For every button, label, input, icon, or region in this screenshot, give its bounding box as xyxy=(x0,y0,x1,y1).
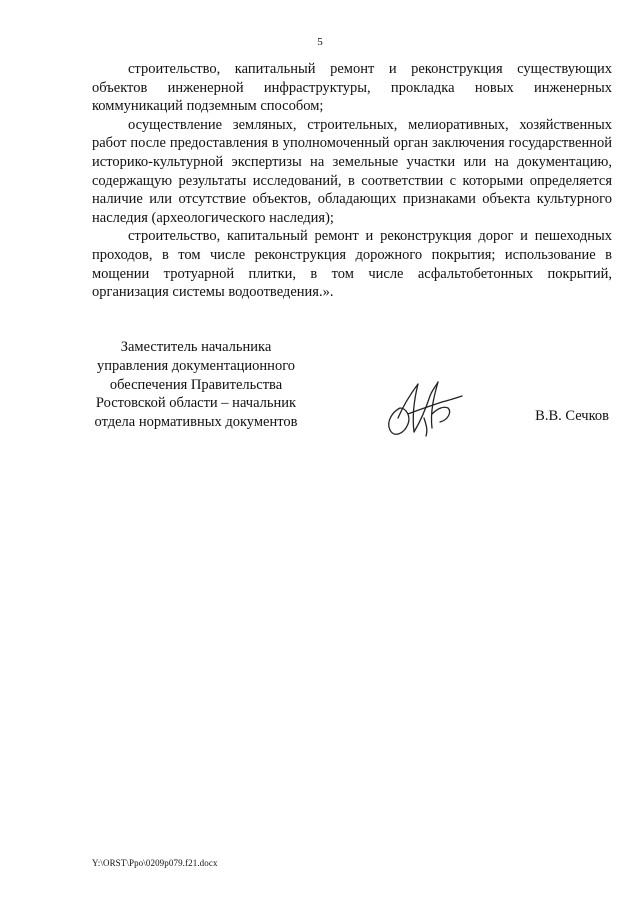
paragraph-earthworks: осуществление земляных, строительных, мелиоративных, хозяйственных работ после предоставления в уполномоченный орган заключения государственной историко-культурной экспертизы на земельные участки или на документацию, содержащую результаты исследований, в соответствии с которыми определяется наличие или отсутствие объектов, обладающих признаками объекта культурного наследия (археологического наследия); xyxy=(92,116,612,226)
position-line: отдела нормативных документов xyxy=(94,414,298,431)
document-body xyxy=(92,60,612,302)
paragraph-roads: строительство, капитальный ремонт и реконструкция дорог и пешеходных проходов, в том числе реконструкция дорожного покрытия; использование в мощении тротуарной плитки, в том числе асфальтобетонных покрытий, организация системы водоотведения.». xyxy=(92,228,612,301)
handwritten-signature xyxy=(378,378,468,440)
signatory-position xyxy=(86,338,306,432)
position-line: управления документационного xyxy=(96,357,296,374)
position-line: обеспечения Правительства xyxy=(109,376,283,393)
paragraph-construction-engineering: строительство, капитальный ремонт и реконструкция существующих объектов инженерной инфраструктуры, прокладка новых инженерных коммуникаций подземным способом; xyxy=(92,61,612,115)
page-number: 5 xyxy=(317,36,323,48)
file-path: Y:\ORST\Ppo\0209p079.f21.docx xyxy=(92,858,218,868)
position-line: Ростовской области – начальник xyxy=(95,395,297,412)
position-line: Заместитель начальника xyxy=(120,339,272,355)
signer-name: В.В. Сечков xyxy=(535,408,609,424)
